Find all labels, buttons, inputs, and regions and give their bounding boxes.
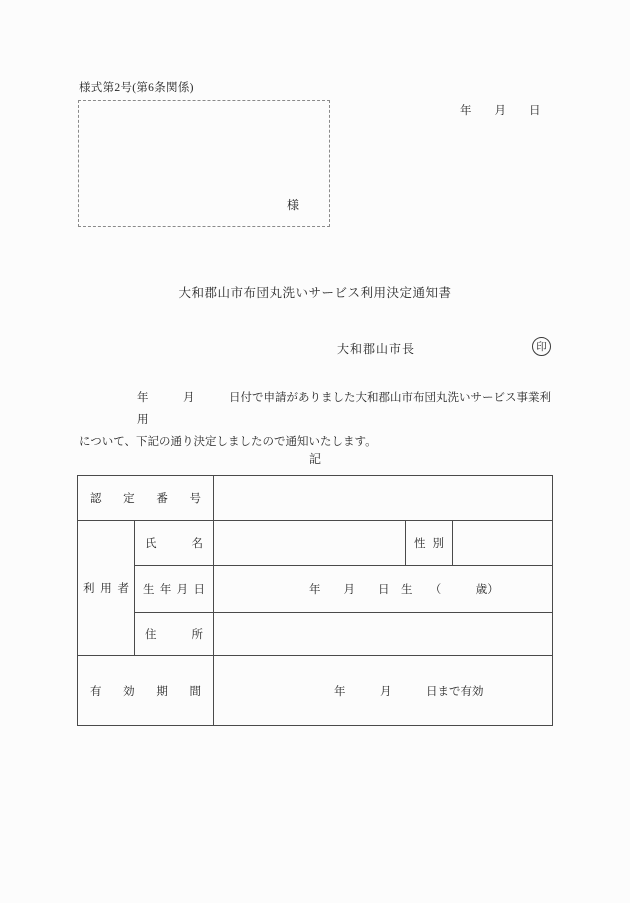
- name-value: [214, 521, 406, 566]
- seal-icon: [532, 337, 551, 356]
- recipient-suffix: 様: [286, 198, 299, 212]
- address-label: 住 所: [135, 613, 214, 656]
- seal-character: 印: [536, 342, 547, 353]
- body-line-2: について、下記の通り決定しましたので通知いたします。: [79, 436, 377, 448]
- gender-label: 性 別: [406, 521, 453, 566]
- gender-value: [453, 521, 553, 566]
- issue-date-line: 年 月 日: [460, 105, 541, 117]
- notice-table: [77, 475, 553, 726]
- user-label: 利 用 者: [78, 521, 135, 656]
- certification-number-value: [214, 476, 553, 521]
- address-value: [214, 613, 553, 656]
- validity-value: 年 月 日まで有効: [214, 656, 553, 726]
- form-number: 様式第2号(第6条関係): [79, 82, 194, 94]
- validity-label: 有 効 期 間: [78, 656, 214, 726]
- birthdate-value: 年 月 日 生 （ 歳）: [214, 566, 553, 613]
- body-line-1: 年 月 日付で申請がありました大和郡山市布団丸洗いサービス事業利用: [137, 392, 551, 426]
- birthdate-label: 生 年 月 日: [135, 566, 214, 613]
- recipient-box: [78, 100, 330, 227]
- sender-name: 大和郡山市長: [337, 342, 416, 356]
- document-title: 大和郡山市布団丸洗いサービス利用決定通知書: [178, 286, 452, 300]
- body-paragraph: [79, 387, 557, 453]
- record-heading: 記: [308, 452, 321, 466]
- name-label: 氏 名: [135, 521, 214, 566]
- certification-number-label: 認 定 番 号: [78, 476, 214, 521]
